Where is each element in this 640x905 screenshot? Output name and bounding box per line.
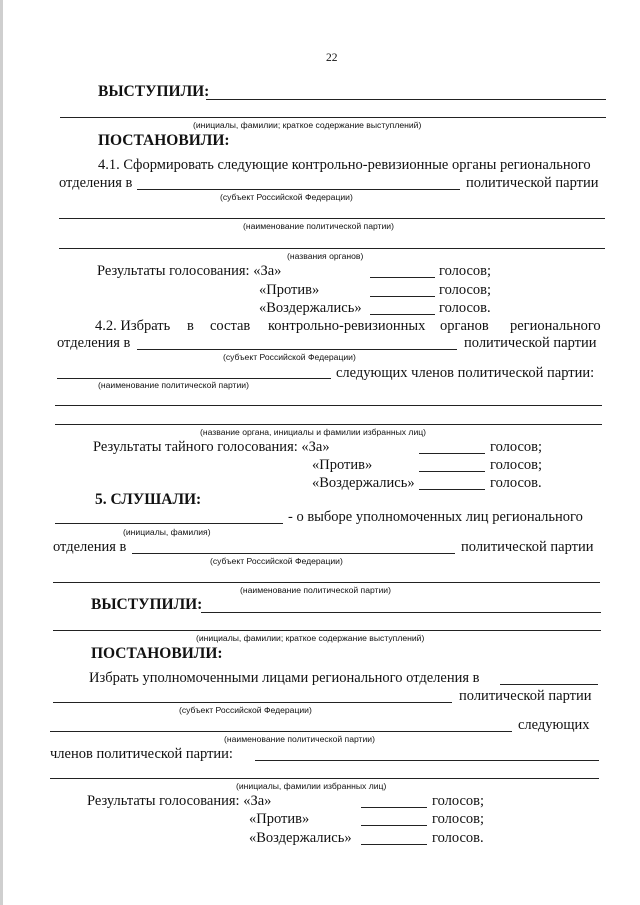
vote-abstain-label: «Воздержались» (312, 475, 415, 491)
vote-for-line (361, 807, 427, 808)
subject-line (132, 553, 455, 554)
heading-resolved: ПОСТАНОВИЛИ: (91, 645, 223, 662)
dept-text: отделения в (53, 539, 127, 555)
item-42-word: 4.2. Избрать (95, 318, 171, 334)
hint-person: (инициалы, фамилия) (123, 527, 211, 537)
speakers-line (201, 612, 601, 613)
votes-word: голосов; (432, 811, 485, 827)
party-line (57, 378, 331, 379)
hint-subject: (субъект Российской Федерации) (220, 192, 353, 202)
item-42-word: органов (440, 318, 489, 334)
organs-line (59, 248, 605, 249)
votes-word: голосов; (490, 457, 543, 473)
item-42-word: состав (210, 318, 251, 334)
heading-spoke: ВЫСТУПИЛИ: (98, 83, 210, 100)
heading-spoke: ВЫСТУПИЛИ: (91, 596, 203, 613)
vote-abstain-label: «Воздержались» (259, 300, 362, 316)
vote-against-line (370, 296, 435, 297)
vote-for-line (370, 277, 435, 278)
item-42-dept: отделения в (57, 335, 131, 351)
hint-subject: (субъект Российской Федерации) (210, 556, 343, 566)
vote-label: Результаты голосования: «За» (97, 263, 282, 279)
vote-against-label: «Против» (259, 282, 320, 298)
elected-line-2 (55, 424, 602, 425)
hint-subject: (субъект Российской Федерации) (179, 705, 312, 715)
vote-against-line (361, 825, 427, 826)
heading-heard: 5. СЛУШАЛИ: (95, 491, 202, 508)
item-41-text: 4.1. Сформировать следующие контрольно-ревизионные органы регионального (98, 157, 591, 173)
party-text: политической партии (459, 688, 592, 704)
vote-against-label: «Против» (249, 811, 310, 827)
vote-against-line (419, 471, 485, 472)
vote-abstain-line (419, 489, 485, 490)
speakers-line-2 (53, 630, 601, 631)
votes-word: голосов; (432, 793, 485, 809)
person-line (55, 523, 283, 524)
item-42-word: контрольно-ревизионных (268, 318, 426, 334)
elected-line (55, 405, 602, 406)
hint-elected: (название органа, инициалы и фамилии избранных лиц) (200, 427, 427, 437)
elect-text: Избрать уполномоченными лицами регионального отделения в (89, 670, 480, 686)
hint-party: (наименование политической партии) (224, 734, 375, 744)
vote-abstain-line (370, 314, 435, 315)
elected-line (255, 760, 599, 761)
hint-party: (наименование политической партии) (240, 585, 391, 595)
hint-speakers: (инициалы, фамилии; краткое содержание выступлений) (196, 633, 425, 643)
votes-word: голосов; (439, 263, 492, 279)
subject-line (500, 684, 598, 685)
page-number: 22 (326, 52, 338, 64)
hint-elected: (инициалы, фамилии избранных лиц) (236, 781, 387, 791)
item-42-word: регионального (510, 318, 601, 334)
vote-label: Результаты тайного голосования: «За» (93, 439, 330, 455)
following-text: следующих (518, 717, 590, 733)
item-42-word: в (187, 318, 194, 334)
party-line (59, 218, 605, 219)
vote-abstain-line (361, 844, 427, 845)
vote-label: Результаты голосования: «За» (87, 793, 272, 809)
votes-word-end: голосов. (490, 475, 542, 491)
item-41-party: политической партии (466, 175, 599, 191)
members-text: членов политической партии: (50, 746, 233, 762)
hint-party: (наименование политической партии) (98, 380, 249, 390)
party-line (50, 731, 512, 732)
votes-word-end: голосов. (439, 300, 491, 316)
speakers-line-2 (60, 117, 606, 118)
votes-word: голосов; (439, 282, 492, 298)
hint-speakers: (инициалы, фамилии; краткое содержание выступлений) (193, 120, 422, 130)
elected-line-2 (50, 778, 599, 779)
heading-resolved: ПОСТАНОВИЛИ: (98, 132, 230, 149)
subject-line (137, 349, 457, 350)
item-42-party: политической партии (464, 335, 597, 351)
scan-edge-shadow (0, 0, 3, 905)
vote-abstain-label: «Воздержались» (249, 830, 352, 846)
subject-line-2 (53, 702, 452, 703)
speakers-line (206, 99, 606, 100)
votes-word: голосов; (490, 439, 543, 455)
about-text: - о выборе уполномоченных лиц регионального (288, 509, 583, 525)
members-text: следующих членов политической партии: (336, 365, 595, 381)
votes-word-end: голосов. (432, 830, 484, 846)
hint-subject: (субъект Российской Федерации) (223, 352, 356, 362)
item-41-dept: отделения в (59, 175, 133, 191)
vote-for-line (419, 453, 485, 454)
vote-against-label: «Против» (312, 457, 373, 473)
hint-organs: (названия органов) (287, 251, 364, 261)
hint-party: (наименование политической партии) (243, 221, 394, 231)
subject-line (137, 189, 460, 190)
party-line (53, 582, 600, 583)
party-text: политической партии (461, 539, 594, 555)
